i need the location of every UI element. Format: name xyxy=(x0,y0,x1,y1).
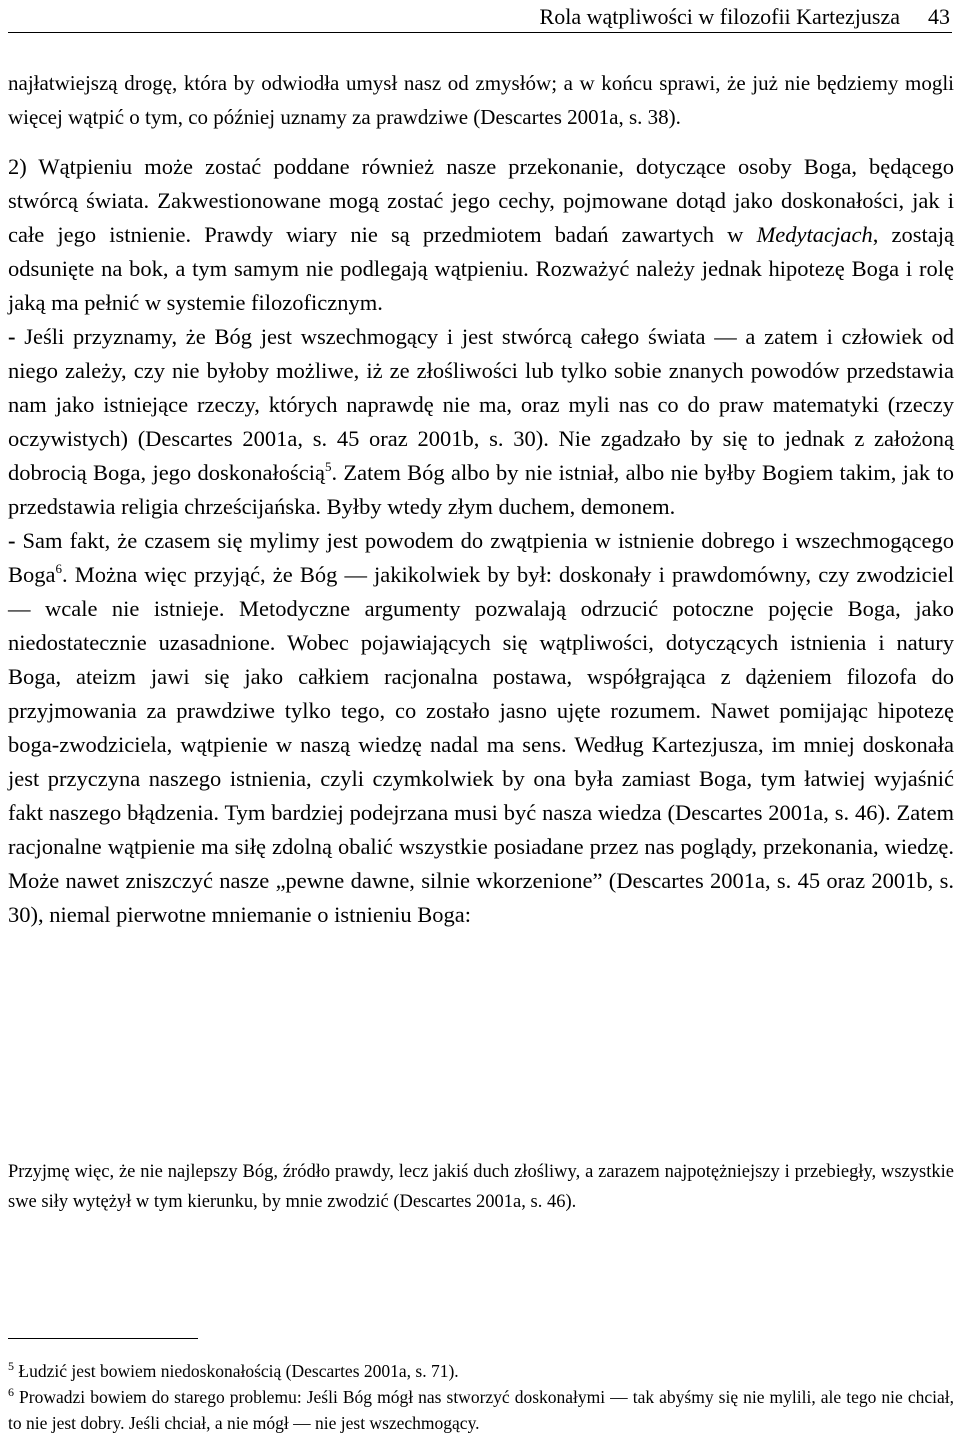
footnote-6 xyxy=(8,1384,954,1436)
paragraph-4-text-b: . Można więc przyjąć, że Bóg — jakikolwiek by był: doskonały i prawdomówny, czy zwodziciel — wcale nie istnieje. Metodyczne argumenty pozwalają odrzucić potoczne pojęcie Boga, jako niedostatecznie uzasadnione. Wobec pojawiających się wątpliwości, dotyczących istnienia i natury Boga, ateizm jawi się jako całkiem racjonalna postawa, współgrająca z dążeniem filozofa do przyjmowania za prawdziwe tylko tego, co zostało jasno ujęte rozumem. Nawet pomijając hipotezę boga-zwodziciela, wątpienie w naszą wiedzę nadal ma sens. Według Kartezjusza, im mniej doskonała jest przyczyna naszego istnienia, czyli czymkolwiek by ona była zamiast Boga, tym łatwiej wyjaśnić fakt naszego błądzenia. Tym bardziej podejrzana musi być nasza wiedza (Descartes 2001a, s. 46). Zatem racjonalne wątpienie ma siłę zdolną obalić wszystkie posiadane przez nas poglądy, przekonania, wiedzę. Może nawet zniszczyć nasze „pewne dawne, silnie wkorzenione” (Descartes 2001a, s. 45 oraz 2001b, s. 30), niemal pierwotne mniemanie o istnieniu Boga: xyxy=(8,562,954,927)
footnote-mark-6: 6 xyxy=(8,1385,14,1399)
paragraph-2-text-b: , zostają odsunięte na bok, a tym samym nie podlegają wątpieniu. Rozważyć należy jednak hipotezę Boga i rolę jaką ma pełnić w systemie filozoficznym. xyxy=(8,222,954,315)
body-text xyxy=(8,66,954,932)
footnote-ref-5[interactable]: 5 xyxy=(324,459,332,474)
footnote-mark-5: 5 xyxy=(8,1359,14,1373)
running-title: Rola wątpliwości w filozofii Kartezjusza xyxy=(539,4,900,29)
paragraph-4-text-a: Sam fakt, że czasem się mylimy jest powodem do zwątpienia w istnienie dobrego i wszechmogącego Boga xyxy=(8,528,954,587)
paragraph-3 xyxy=(8,320,954,524)
block-quote: Przyjmę więc, że nie najlepszy Bóg, źródło prawdy, lecz jakiś duch złośliwy, a zarazem najpotężniejszy i przebiegły, wszystkie swe siły wytężył w tym kierunku, by mnie zwodzić (Descartes 2001a, s. 46). xyxy=(8,1162,954,1212)
footnote-separator xyxy=(8,1338,198,1339)
paragraph-3-text-a: Jeśli przyznamy, że Bóg jest wszechmogący i jest stwórcą całego świata — a zatem i człowiek od niego zależy, czy nie byłoby możliwe, iż ze złośliwości lub tylko sobie znanych powodów przedstawia nam jako istniejące rzeczy, których naprawdę nie ma, oraz myli nas co do praw matematyki (rzeczy oczywistych) (Descartes 2001a, s. 45 oraz 2001b, s. 30). Nie zgadzało by się to jednak z założoną dobrocią Boga, jego doskonałością xyxy=(8,324,954,485)
paragraph-2-italic-title: Medytacjach xyxy=(756,222,873,247)
footnote-6-text: Prowadzi bowiem do starego problemu: Jeśli Bóg mógł nas stworzyć doskonałymi — tak abyśmy się nie mylili, ale tego nie chciał, to nie jest dobry. Jeśli chciał, a nie mógł — nie jest wszechmogący. xyxy=(8,1387,954,1433)
paragraph-3-text-b: . Zatem Bóg albo by nie istniał, albo nie byłby Bogiem takim, jak to przedstawia religia chrześcijańska. Byłby wtedy złym duchem, demonem. xyxy=(8,460,954,519)
footnote-ref-6[interactable]: 6 xyxy=(55,561,62,576)
page-number: 43 xyxy=(928,4,950,29)
paragraph-2 xyxy=(8,150,954,320)
footnotes xyxy=(8,1358,954,1436)
footnote-5 xyxy=(8,1358,954,1384)
paragraph-4 xyxy=(8,524,954,932)
footnote-5-text: Łudzić jest bowiem niedoskonałością (Descartes 2001a, s. 71). xyxy=(14,1361,459,1381)
paragraph-2-text-a: 2) Wątpieniu może zostać poddane również nasze przekonanie, dotyczące osoby Boga, będącego stwórcą świata. Zakwestionowane mogą zostać jego cechy, pojmowane dotąd jako doskonałości, jak i całe jego istnienie. Prawdy wiary nie są przedmiotem badań zawartych w xyxy=(8,154,954,247)
paragraph-3-dash: - xyxy=(8,324,16,349)
paragraph-4-dash: - xyxy=(8,528,16,553)
paragraph-1: najłatwiejszą drogę, która by odwiodła umysł nasz od zmysłów; a w końcu sprawi, że już nie będziemy mogli więcej wątpić o tym, co później uznamy za prawdziwe (Descartes 2001a, s. 38). xyxy=(8,71,954,129)
running-header xyxy=(8,2,952,33)
